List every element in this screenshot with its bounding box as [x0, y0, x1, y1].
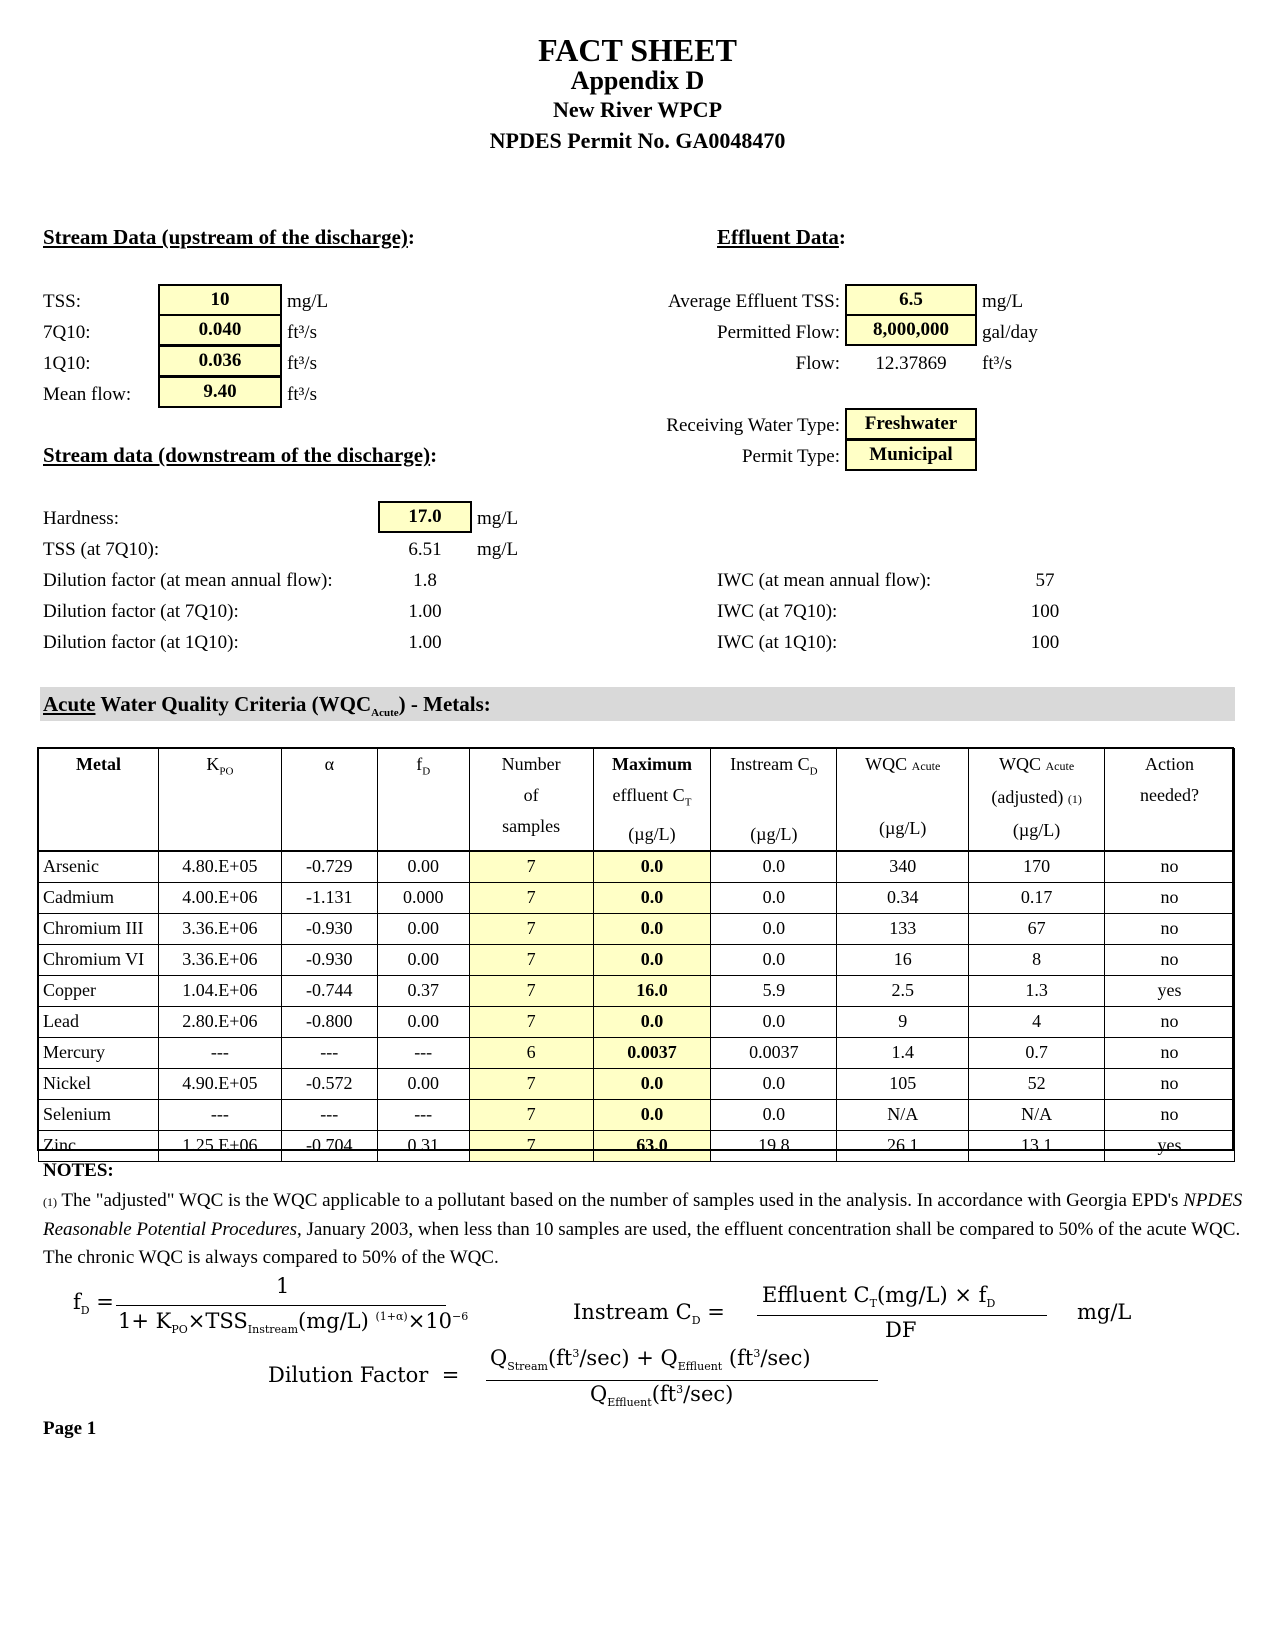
col-instream: Instream $C_D$ (µg/L): [711, 749, 837, 851]
action-value: yes: [1105, 1130, 1235, 1161]
metal-name: Arsenic: [39, 851, 159, 883]
fd-value: ---: [377, 1099, 469, 1130]
instream-value: 0.0: [711, 944, 837, 975]
col-action: Action needed?: [1105, 749, 1235, 851]
kpo-value: 2.80.E+06: [158, 1006, 281, 1037]
avg-tss-label: Average Effluent TSS:: [667, 291, 840, 312]
iwc-mean-value: 57: [1035, 570, 1055, 591]
df-1q10-value: 1.00: [408, 632, 442, 653]
7q10-unit: ft³/s: [287, 322, 317, 343]
water-type-value: Freshwater: [845, 408, 977, 440]
wqc-adjusted-value: 67: [969, 913, 1105, 944]
table-row: [39, 882, 1235, 913]
fd-fraction-line: [116, 1305, 446, 1306]
max-effluent-value: 0.0: [593, 882, 711, 913]
wqc-value: N/A: [837, 1099, 969, 1130]
permitted-flow-value: 8,000,000: [845, 314, 977, 346]
alpha-value: -0.572: [281, 1068, 377, 1099]
action-value: no: [1105, 1037, 1235, 1068]
wqc-value: 1.4: [837, 1037, 969, 1068]
max-effluent-value: 0.0: [593, 1099, 711, 1130]
tss-7q10-value: 6.51: [408, 539, 442, 560]
instream-value: 0.0: [711, 882, 837, 913]
fd-value: 0.00: [377, 1006, 469, 1037]
action-value: no: [1105, 851, 1235, 883]
stream-upstream-heading: Stream Data (upstream of the discharge):: [43, 225, 415, 249]
iwc-1q10-value: 100: [1030, 632, 1060, 653]
df-formula-denominator: $Q_{Effluent}(ft^3/\sec)$: [590, 1382, 734, 1410]
wqc-adjusted-value: 0.7: [969, 1037, 1105, 1068]
col-alpha: α: [281, 749, 377, 851]
table-row: [39, 1068, 1235, 1099]
col-wqc: WQC Acute (µg/L): [837, 749, 969, 851]
df-7q10-label: Dilution factor (at 7Q10):: [43, 601, 239, 622]
page-number: Page 1: [43, 1418, 97, 1439]
metal-name: Nickel: [39, 1068, 159, 1099]
wqc-value: 105: [837, 1068, 969, 1099]
permit-number: NPDES Permit No. GA0048470: [489, 128, 786, 153]
flow-value: 12.37869: [875, 353, 947, 374]
instream-value: 0.0: [711, 1099, 837, 1130]
metal-name: Zinc: [39, 1130, 159, 1161]
samples-value: 7: [469, 882, 593, 913]
flow-unit: ft³/s: [982, 353, 1012, 374]
max-effluent-value: 16.0: [593, 975, 711, 1006]
action-value: no: [1105, 882, 1235, 913]
alpha-value: ---: [281, 1099, 377, 1130]
action-value: no: [1105, 1099, 1235, 1130]
samples-value: 7: [469, 1006, 593, 1037]
metal-name: Chromium VI: [39, 944, 159, 975]
wqc-adjusted-value: 4: [969, 1006, 1105, 1037]
metal-name: Chromium III: [39, 913, 159, 944]
metal-name: Lead: [39, 1006, 159, 1037]
iwc-7q10-label: IWC (at 7Q10):: [717, 601, 838, 622]
max-effluent-value: 0.0037: [593, 1037, 711, 1068]
wqc-value: 26.1: [837, 1130, 969, 1161]
samples-value: 7: [469, 851, 593, 883]
alpha-value: -0.800: [281, 1006, 377, 1037]
table-row: [39, 851, 1235, 883]
wqc-value: 133: [837, 913, 969, 944]
fd-value: 0.37: [377, 975, 469, 1006]
fd-formula-numerator: 1: [276, 1274, 290, 1298]
wqc-value: 340: [837, 851, 969, 883]
tss-unit: mg/L: [287, 291, 329, 312]
alpha-value: -1.131: [281, 882, 377, 913]
tss-7q10-unit: mg/L: [477, 539, 519, 560]
avg-tss-value: 6.5: [845, 284, 977, 316]
notes-heading: NOTES:: [43, 1160, 114, 1181]
acute-section-heading: Acute Water Quality Criteria $(WQC_{Acute})$ - Metals:: [43, 692, 491, 720]
instream-value: 0.0: [711, 851, 837, 883]
fd-formula-lhs: $f_D$ =: [73, 1290, 114, 1318]
table-row: [39, 944, 1235, 975]
mean-flow-label: Mean flow:: [43, 384, 132, 405]
kpo-value: ---: [158, 1099, 281, 1130]
permit-type-label: Permit Type:: [741, 446, 840, 467]
tss-label: TSS:: [43, 291, 82, 312]
wqc-adjusted-value: 0.17: [969, 882, 1105, 913]
fd-value: 0.31: [377, 1130, 469, 1161]
col-samples: Number of samples: [469, 749, 593, 851]
wqc-adjusted-value: 13.1: [969, 1130, 1105, 1161]
fd-value: 0.000: [377, 882, 469, 913]
samples-value: 7: [469, 913, 593, 944]
max-effluent-value: 0.0: [593, 944, 711, 975]
metal-name: Copper: [39, 975, 159, 1006]
samples-value: 7: [469, 1099, 593, 1130]
metals-table: [38, 748, 1235, 1162]
1q10-unit: ft³/s: [287, 353, 317, 374]
facility-name: New River WPCP: [552, 97, 723, 122]
kpo-value: ---: [158, 1037, 281, 1068]
wqc-adjusted-value: 8: [969, 944, 1105, 975]
max-effluent-value: 0.0: [593, 1068, 711, 1099]
hardness-unit: mg/L: [477, 508, 519, 529]
table-row: [39, 1006, 1235, 1037]
instream-value: 5.9: [711, 975, 837, 1006]
appendix-label: Appendix D: [570, 66, 705, 95]
1q10-value: 0.036: [158, 345, 282, 377]
permitted-flow-label: Permitted Flow:: [717, 322, 840, 343]
cd-formula-unit: mg/L: [1077, 1300, 1132, 1324]
kpo-value: 1.25.E+06: [158, 1130, 281, 1161]
kpo-value: 3.36.E+06: [158, 913, 281, 944]
table-row: [39, 913, 1235, 944]
fd-value: 0.00: [377, 851, 469, 883]
fd-value: ---: [377, 1037, 469, 1068]
permit-type-value: Municipal: [845, 439, 977, 471]
df-fraction-line: [486, 1380, 878, 1381]
fd-value: 0.00: [377, 1068, 469, 1099]
cd-formula-numerator: Effluent $C_T(mg/L) \times f_D$: [762, 1283, 996, 1311]
iwc-7q10-value: 100: [1030, 601, 1060, 622]
tss-value: 10: [158, 284, 282, 316]
wqc-adjusted-value: 52: [969, 1068, 1105, 1099]
kpo-value: 3.36.E+06: [158, 944, 281, 975]
metal-name: Cadmium: [39, 882, 159, 913]
col-metal: Metal: [39, 749, 159, 851]
kpo-value: 4.90.E+05: [158, 1068, 281, 1099]
mean-flow-value: 9.40: [158, 376, 282, 408]
flow-label: Flow:: [795, 353, 840, 374]
col-kpo: $K_{PO}$: [158, 749, 281, 851]
hardness-label: Hardness:: [43, 508, 119, 529]
wqc-adjusted-value: 1.3: [969, 975, 1105, 1006]
samples-value: 7: [469, 944, 593, 975]
notes-text: (1) The "adjusted" WQC is the WQC applicable to a pollutant based on the number of samples used in the analysis. In accordance with Georgia EPD's NPDES Reasonable Potential Procedures, January 2003, when less than 10 samples are used, the effluent concentration shall be compared to 50% of the acute WQC. The chronic WQC is always compared to 50% of the WQC.: [43, 1190, 1243, 1268]
wqc-value: 0.34: [837, 882, 969, 913]
col-fd: $f_D$: [377, 749, 469, 851]
table-row: [39, 1099, 1235, 1130]
samples-value: 6: [469, 1037, 593, 1068]
page-title: FACT SHEET: [538, 32, 737, 68]
1q10-label: 1Q10:: [43, 353, 91, 374]
fd-formula-denominator: $1+ K_{PO}\times TSS_{Instream}(mg/L)$ $^{(1+\alpha)}\times 10^{-6}$: [118, 1309, 469, 1337]
col-max-effluent: Maximum effluent $C_T$ (µg/L): [593, 749, 711, 851]
kpo-value: 4.80.E+05: [158, 851, 281, 883]
action-value: no: [1105, 1068, 1235, 1099]
table-row: [39, 975, 1235, 1006]
alpha-value: -0.930: [281, 944, 377, 975]
action-value: no: [1105, 913, 1235, 944]
wqc-value: 2.5: [837, 975, 969, 1006]
7q10-label: 7Q10:: [43, 322, 91, 343]
effluent-heading: Effluent Data:: [717, 225, 846, 249]
samples-value: 7: [469, 1130, 593, 1161]
max-effluent-value: 0.0: [593, 1006, 711, 1037]
stream-downstream-heading: Stream data (downstream of the discharge):: [43, 443, 438, 467]
df-mean-label: Dilution factor (at mean annual flow):: [43, 570, 333, 591]
mean-flow-unit: ft³/s: [287, 384, 317, 405]
fd-value: 0.00: [377, 944, 469, 975]
alpha-value: -0.704: [281, 1130, 377, 1161]
instream-value: 19.8: [711, 1130, 837, 1161]
action-value: no: [1105, 1006, 1235, 1037]
instream-value: 0.0: [711, 1068, 837, 1099]
df-formula-lhs: Dilution Factor =: [268, 1363, 460, 1387]
alpha-value: -0.729: [281, 851, 377, 883]
hardness-value: 17.0: [378, 501, 472, 533]
avg-tss-unit: mg/L: [982, 291, 1024, 312]
7q10-value: 0.040: [158, 314, 282, 346]
df-1q10-label: Dilution factor (at 1Q10):: [43, 632, 239, 653]
wqc-value: 9: [837, 1006, 969, 1037]
kpo-value: 4.00.E+06: [158, 882, 281, 913]
water-type-label: Receiving Water Type:: [666, 415, 840, 436]
alpha-value: -0.930: [281, 913, 377, 944]
max-effluent-value: 63.0: [593, 1130, 711, 1161]
metal-name: Selenium: [39, 1099, 159, 1130]
cd-formula-denominator: DF: [885, 1318, 917, 1342]
table-row: [39, 1037, 1235, 1068]
instream-value: 0.0: [711, 1006, 837, 1037]
tss-7q10-label: TSS (at 7Q10):: [43, 539, 160, 560]
iwc-1q10-label: IWC (at 1Q10):: [717, 632, 838, 653]
max-effluent-value: 0.0: [593, 851, 711, 883]
action-value: yes: [1105, 975, 1235, 1006]
instream-value: 0.0: [711, 913, 837, 944]
wqc-adjusted-value: N/A: [969, 1099, 1105, 1130]
max-effluent-value: 0.0: [593, 913, 711, 944]
alpha-value: ---: [281, 1037, 377, 1068]
fd-value: 0.00: [377, 913, 469, 944]
df-7q10-value: 1.00: [408, 601, 442, 622]
samples-value: 7: [469, 975, 593, 1006]
instream-value: 0.0037: [711, 1037, 837, 1068]
alpha-value: -0.744: [281, 975, 377, 1006]
wqc-value: 16: [837, 944, 969, 975]
df-mean-value: 1.8: [413, 570, 437, 591]
wqc-adjusted-value: 170: [969, 851, 1105, 883]
samples-value: 7: [469, 1068, 593, 1099]
kpo-value: 1.04.E+06: [158, 975, 281, 1006]
df-formula-numerator: $Q_{Stream}(ft^3/\sec) + Q_{Effluent}$ $(ft^3/\sec)$: [490, 1346, 811, 1374]
permitted-flow-unit: gal/day: [982, 322, 1038, 343]
metal-name: Mercury: [39, 1037, 159, 1068]
cd-formula-lhs: Instream $C_D$ =: [573, 1300, 725, 1328]
action-value: no: [1105, 944, 1235, 975]
col-wqc-adjusted: WQC Acute (adjusted) (1) (µg/L): [969, 749, 1105, 851]
cd-fraction-line: [757, 1315, 1047, 1316]
table-row: [39, 1130, 1235, 1161]
iwc-mean-label: IWC (at mean annual flow):: [717, 570, 932, 591]
